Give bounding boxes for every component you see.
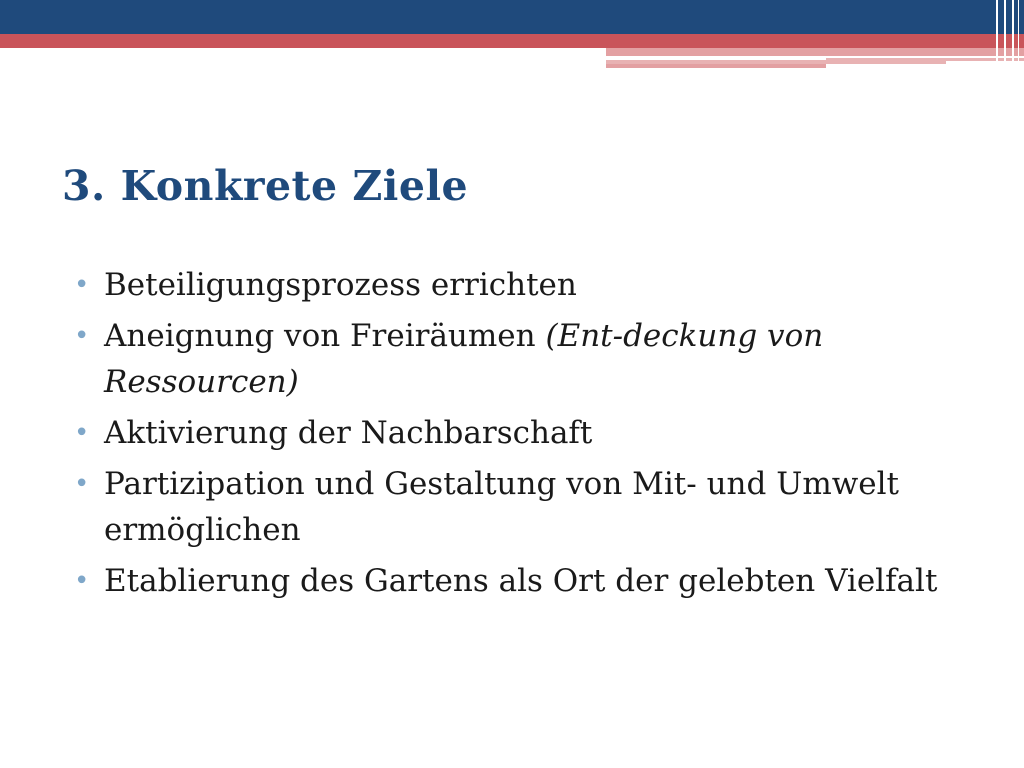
header-band-pink — [606, 64, 826, 68]
bullet-text: Aneignung von Freiräumen — [104, 318, 546, 354]
header-band-pink — [606, 48, 1024, 56]
header-band-blue — [0, 0, 1024, 34]
header-band-red — [0, 34, 1024, 48]
bullet-text: Aktivierung der Nachbarschaft — [104, 415, 593, 451]
header-stripe — [996, 0, 998, 70]
bullet-icon: • — [74, 566, 90, 596]
bullet-item — [74, 262, 974, 308]
header-stripe — [1004, 0, 1006, 70]
bullet-text: Etablierung des Gartens als Ort der gelebten Vielfalt — [104, 563, 938, 599]
bullet-text: Beteiligungsprozess errichten — [104, 267, 577, 303]
bullet-icon: • — [74, 321, 90, 351]
bullet-item — [74, 410, 974, 456]
bullet-item — [74, 558, 974, 604]
bullet-item — [74, 313, 974, 405]
bullet-icon: • — [74, 270, 90, 300]
bullet-text-italic: (Ent-deckung von Ressourcen) — [104, 318, 824, 400]
slide-title: 3. Konkrete Ziele — [62, 162, 469, 210]
header-gap — [0, 48, 600, 50]
bullet-list — [74, 262, 974, 609]
bullet-icon: • — [74, 469, 90, 499]
bullet-item — [74, 461, 974, 553]
header-stripe — [1018, 0, 1019, 70]
bullet-icon: • — [74, 418, 90, 448]
bullet-text: Partizipation und Gestaltung von Mit- und Umwelt ermöglichen — [104, 466, 899, 548]
header-stripe — [1012, 0, 1014, 70]
